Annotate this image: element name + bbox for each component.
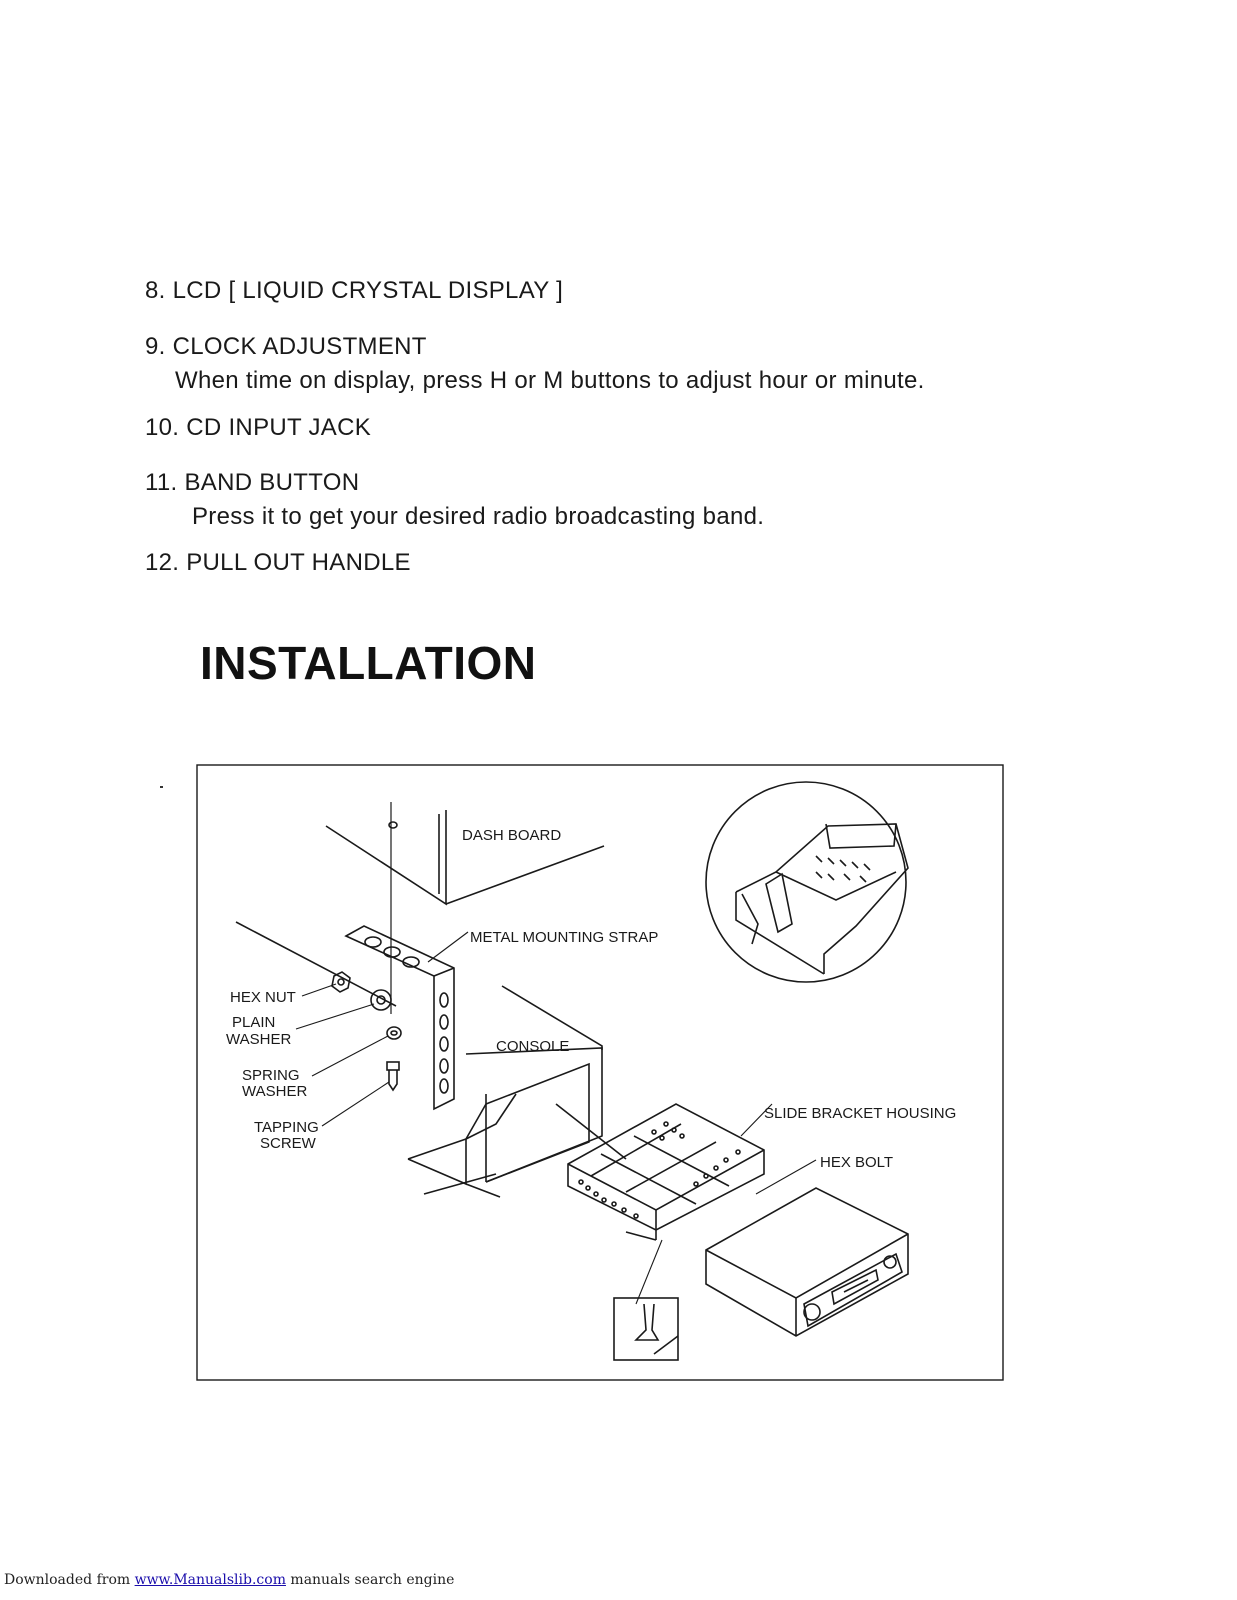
item-11-description: Press it to get your desired radio broadcasting band. bbox=[192, 503, 765, 530]
footer-suffix: manuals search engine bbox=[285, 1572, 455, 1588]
label-metal-mounting-strap: METAL MOUNTING STRAP bbox=[470, 929, 659, 946]
item-8-lcd bbox=[145, 277, 563, 305]
label-hex-bolt: HEX BOLT bbox=[820, 1154, 894, 1171]
item-9-clock-adjustment bbox=[145, 333, 925, 395]
magnified-detail-shape bbox=[706, 782, 908, 982]
footer bbox=[4, 1572, 454, 1588]
label-plain-washer-line2: WASHER bbox=[226, 1031, 292, 1048]
leader-lines bbox=[296, 932, 816, 1304]
console-shape bbox=[236, 922, 626, 1197]
spring-washer-shape bbox=[387, 1027, 401, 1039]
installation-diagram bbox=[196, 764, 1004, 1381]
item-12-pull-out-handle bbox=[145, 549, 411, 577]
label-spring-washer-line2: WASHER bbox=[242, 1083, 308, 1100]
label-spring-washer-line1: SPRING bbox=[242, 1067, 300, 1084]
item-8-title: 8. LCD [ LIQUID CRYSTAL DISPLAY ] bbox=[145, 277, 564, 304]
hex-nut-shape bbox=[332, 972, 350, 992]
item-9-description: When time on display, press H or M buttons to adjust hour or minute. bbox=[175, 367, 925, 394]
label-plain-washer-line1: PLAIN bbox=[232, 1014, 276, 1031]
item-9-title: 9. CLOCK ADJUSTMENT bbox=[145, 333, 427, 360]
radio-unit-shape bbox=[706, 1188, 908, 1336]
footer-prefix: Downloaded from bbox=[4, 1572, 135, 1588]
slide-bracket-housing-shape bbox=[568, 1104, 764, 1240]
stray-mark bbox=[160, 786, 163, 788]
label-tapping-screw-line2: SCREW bbox=[260, 1135, 316, 1152]
item-10-cd-input-jack bbox=[145, 414, 371, 442]
plain-washer-shape bbox=[371, 990, 391, 1010]
item-10-title: 10. CD INPUT JACK bbox=[145, 414, 372, 441]
item-12-title: 12. PULL OUT HANDLE bbox=[145, 549, 411, 576]
installation-heading: INSTALLATION bbox=[200, 637, 537, 689]
label-console: CONSOLE bbox=[496, 1038, 570, 1055]
metal-mounting-strap-shape bbox=[346, 926, 454, 1109]
removal-key-inset bbox=[614, 1298, 678, 1360]
label-dash-board: DASH BOARD bbox=[462, 827, 562, 844]
item-11-band-button bbox=[145, 469, 764, 531]
footer-link[interactable]: www.Manualslib.com bbox=[134, 1572, 286, 1588]
label-hex-nut: HEX NUT bbox=[230, 989, 296, 1006]
label-tapping-screw-line1: TAPPING bbox=[254, 1119, 319, 1136]
label-slide-bracket-housing: SLIDE BRACKET HOUSING bbox=[764, 1105, 957, 1122]
item-11-title: 11. BAND BUTTON bbox=[145, 469, 360, 496]
tapping-screw-shape bbox=[387, 1062, 399, 1090]
